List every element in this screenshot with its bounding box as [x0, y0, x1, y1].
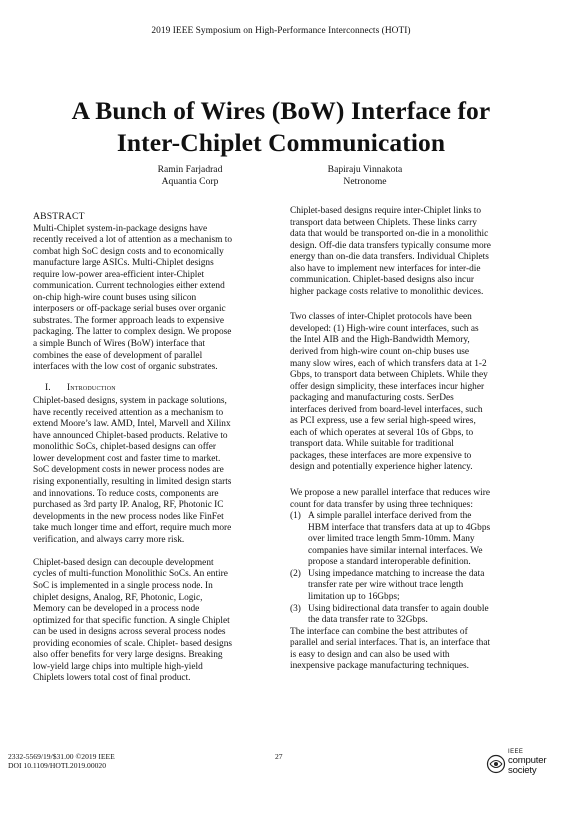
text-line: cycles of multi-function Monolithic SoCs. An entire: [33, 569, 228, 580]
text-line: low-yield large chips into multiple high-yield: [33, 661, 203, 672]
text-line: and innovations. To reduce costs, components are: [33, 488, 219, 499]
text-line: communication. Current technologies either extend: [33, 281, 225, 292]
abstract-body: [33, 224, 276, 374]
author-1: [105, 164, 275, 189]
text-line: Gbps, to transport data between Chiplets. While they: [290, 370, 488, 381]
text-line: A simple parallel interface derived from the: [308, 511, 472, 522]
text-line: design and potentially experience higher latency.: [290, 462, 473, 473]
text-line: Chiplet-based designs require inter-Chiplet links to: [290, 206, 482, 216]
text-line: rising exponentially, resulting in limited design starts: [33, 477, 232, 488]
text-line: developed: (1) High-wire count interfaces, such as: [290, 323, 479, 334]
title-line-1: A Bunch of Wires (BoW) Interface for: [71, 96, 491, 125]
text-line: optimized for that specific function. A single Chiplet: [33, 615, 230, 626]
text-line: Using impedance matching to increase the data: [308, 568, 485, 579]
technique-item-1: [290, 511, 534, 569]
text-line: developments in the new process nodes like FinFet: [33, 511, 224, 522]
abstract-heading: ABSTRACT: [33, 211, 85, 222]
text-line: take much longer time and effort, require much more: [33, 523, 232, 534]
text-line: We propose a new parallel interface that reduces wire: [290, 488, 491, 499]
text-line: count for data transfer by using three techniques:: [290, 499, 473, 510]
text-line: packaging. The latter to complex design. We propose: [33, 327, 232, 338]
text-line: data that would be transported on-die in a monolithic: [290, 229, 489, 240]
text-line: on-chip high-wire count buses using silicon: [33, 292, 197, 303]
text-line: Using bidirectional data transfer to again double: [308, 603, 489, 614]
footer-copyright-block: [8, 752, 115, 770]
text-line: packaging and manufacturing costs. SerDes: [290, 393, 454, 404]
text-line: Chiplet-based design can decouple development: [33, 557, 214, 568]
text-line: also offer benefits for very large designs. Breaking: [33, 650, 223, 661]
doi-line: DOI 10.1109/HOTI.2019.00020: [8, 761, 107, 771]
copyright-line: 2332-5569/19/$31.00 ©2019 IEEE: [8, 752, 115, 761]
intro-paragraph-1: [33, 396, 276, 546]
text-line: providing economies of scale. Chiplet- based designs: [33, 638, 233, 649]
list-number: (1): [290, 511, 301, 522]
list-number: (3): [290, 603, 301, 614]
title-line-2: Inter-Chiplet Communication: [116, 128, 446, 157]
text-line: lower development cost and faster time to market.: [33, 453, 221, 464]
right-paragraph-3: [290, 488, 534, 673]
text-line: SoC is implemented in a single process node. In: [33, 580, 213, 591]
right-paragraph-2: [290, 312, 534, 474]
logo-text-ieee: IEEE: [508, 749, 524, 755]
section-number: I.: [45, 381, 51, 393]
paper-title: [20, 95, 542, 159]
text-line: Two classes of inter-Chiplet protocols have been: [290, 312, 472, 323]
text-line: verification, and always carry more risk.: [33, 534, 185, 545]
text-line: interfaces with the low cost of organic substrates.: [33, 362, 218, 373]
text-line: energy than on-die data transfers. Individual Chiplets: [290, 252, 489, 263]
text-line: companies have similar internal interfaces. We: [308, 545, 483, 556]
text-line: can be used in designs across several process nodes: [33, 627, 226, 638]
text-line: substrates. The former approach leads to expensive: [33, 315, 225, 326]
text-line: combines the ease of development of parallel: [33, 350, 203, 361]
text-line: over limited trace length 5mm-10mm. Many: [308, 534, 475, 545]
text-line: the data transfer rate to 32Gbps.: [308, 615, 428, 626]
text-line: parallel and serial interfaces. That is, an interface that: [290, 638, 491, 649]
intro-paragraph-2: [33, 558, 276, 685]
author-2: [280, 164, 450, 189]
logo-text-computer: computer: [508, 755, 547, 766]
author-name: Ramin Farjadrad: [157, 164, 223, 175]
text-line: also have to implement new interfaces for inter-die: [290, 263, 481, 274]
author-name: Bapiraju Vinnakota: [327, 164, 403, 175]
text-line: derived from high-wire count on-chip buses use: [290, 347, 470, 358]
ieee-computer-society-logo: [484, 749, 554, 779]
text-line: extend Moore’s law. AMD, Intel, Marvell and Xilinx: [33, 419, 231, 430]
text-line: recently received a lot of attention as a mechanism to: [33, 235, 232, 246]
text-line: limitation up to 16Gbps;: [308, 591, 400, 602]
text-line: SoC development costs in newer process nodes are: [33, 465, 224, 476]
text-line: the Intel AIB and the High-Bandwidth Memory,: [290, 335, 470, 346]
text-line: is easy to design and can also be used with: [290, 649, 450, 660]
text-line: transport data. While suitable for traditional: [290, 439, 454, 450]
section-heading-introduction: [33, 382, 276, 394]
text-line: each of which operates at several 10s of Gbps, to: [290, 427, 474, 438]
technique-item-3: [290, 604, 534, 627]
text-line: interfaces derived from board-level interfaces, such: [290, 404, 483, 415]
text-line: a simple Bunch of Wires (BoW) interface that: [33, 339, 205, 350]
text-line: combat high SoC design costs and to economically: [33, 246, 224, 257]
text-line: many slow wires, each of which transfers data at 1-2: [290, 358, 487, 369]
text-line: transport data between Chiplets. These links carry: [290, 217, 477, 228]
text-line: communication. Chiplet-based designs also incur: [290, 275, 474, 286]
text-line: design. Off-die data transfers typically consume more: [290, 240, 491, 251]
text-line: have recently received attention as a mechanism to: [33, 407, 224, 418]
text-line: Memory can be developed in a process node: [33, 604, 200, 615]
author-affiliation: Aquantia Corp: [161, 176, 219, 188]
text-line: Chiplets lowers total cost of final product.: [33, 673, 191, 684]
left-column: [33, 211, 276, 685]
text-line: transfer rate per wire without trace length: [308, 580, 464, 591]
text-line: purchased as 3rd party IP. Analog, RF, Photonic IC: [33, 500, 224, 511]
text-line: HBM interface that transfers data at up to 4Gbps: [308, 522, 491, 533]
text-line: require low-power area-efficient inter-Chiplet: [33, 269, 205, 280]
page-number: 27: [275, 752, 283, 761]
right-paragraph-1: [290, 206, 534, 298]
list-number: (2): [290, 568, 301, 579]
section-title: Introduction: [67, 381, 116, 392]
technique-item-2: [290, 569, 534, 604]
author-affiliation: Netronome: [343, 176, 387, 188]
text-line: chiplet designs, Analog, RF, Photonic, Logic,: [33, 592, 203, 603]
conference-header: 2019 IEEE Symposium on High-Performance Interconnects (HOTI): [151, 26, 411, 36]
text-line: manufacture large ASICs. Multi-Chiplet designs: [33, 258, 214, 269]
text-line: higher package costs relative to monolithic devices.: [290, 286, 484, 297]
text-line: Multi-Chiplet system-in-package designs have: [33, 223, 208, 234]
right-column: [290, 206, 534, 673]
computer-society-emblem-icon: [486, 754, 506, 774]
logo-text-society: society: [508, 765, 537, 776]
text-line: monolithic SoCs, chiplet-based designs can offer: [33, 442, 217, 453]
text-line: The interface can combine the best attributes of: [290, 626, 468, 637]
text-line: as PCI express, use a few serial high-speed wires,: [290, 416, 476, 427]
text-line: packages, these interfaces are more expensive to: [290, 450, 472, 461]
text-line: have announced Chiplet-based products. Relative to: [33, 430, 228, 441]
text-line: offer design simplicity, these interfaces incur higher: [290, 381, 485, 392]
text-line: propose a standard interoperable definition.: [308, 557, 471, 568]
text-line: inexpensive package manufacturing techniques.: [290, 661, 470, 672]
text-line: Chiplet-based designs, system in package solutions,: [33, 396, 227, 407]
text-line: interposers or off-package serial buses over organic: [33, 304, 226, 315]
